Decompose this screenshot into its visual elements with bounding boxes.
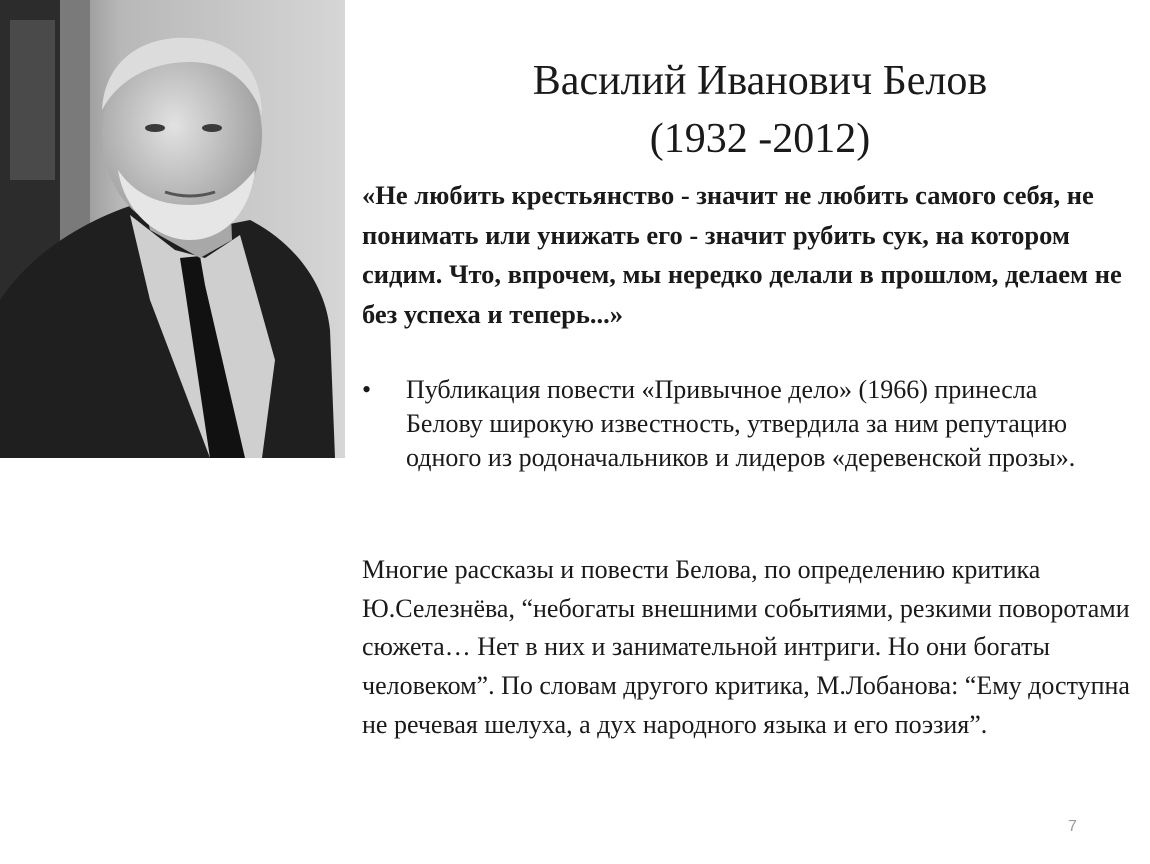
body-paragraph: Многие рассказы и повести Белова, по определению критика Ю.Селезнёва, “небогаты внешними событиями, резкими поворотами сюжета… Нет в них и занимательной интриги. Но они богаты человеком”. По словам другого критика, М.Лобанова: “Ему доступна не речевая шелуха, а дух народного языка и его поэзия”. <box>362 555 1130 739</box>
bullet-text: Публикация повести «Привычное дело» (1966) принесла Белову широкую известность, утвердила за ним репутацию одного из родоначальников и лидеров «деревенской прозы». <box>406 375 1076 472</box>
title-years: (1932 -2012) <box>649 116 871 162</box>
title-name: Василий Иванович Белов <box>532 58 988 104</box>
page-number: 7 <box>1068 818 1077 835</box>
bullet-dot-icon: • <box>362 375 372 404</box>
slide-title <box>380 52 1140 168</box>
portrait-illustration <box>0 0 345 458</box>
portrait-photo <box>0 0 345 458</box>
quote-text: «Не любить крестьянство - значит не любить самого себя, не понимать или унижать его - значит рубить сук, на котором сидим. Что, впрочем, мы нередко делали в прошлом, делаем не без успеха и теперь...» <box>362 180 1122 329</box>
list-item <box>362 373 1122 475</box>
bullet-list <box>362 373 1122 475</box>
